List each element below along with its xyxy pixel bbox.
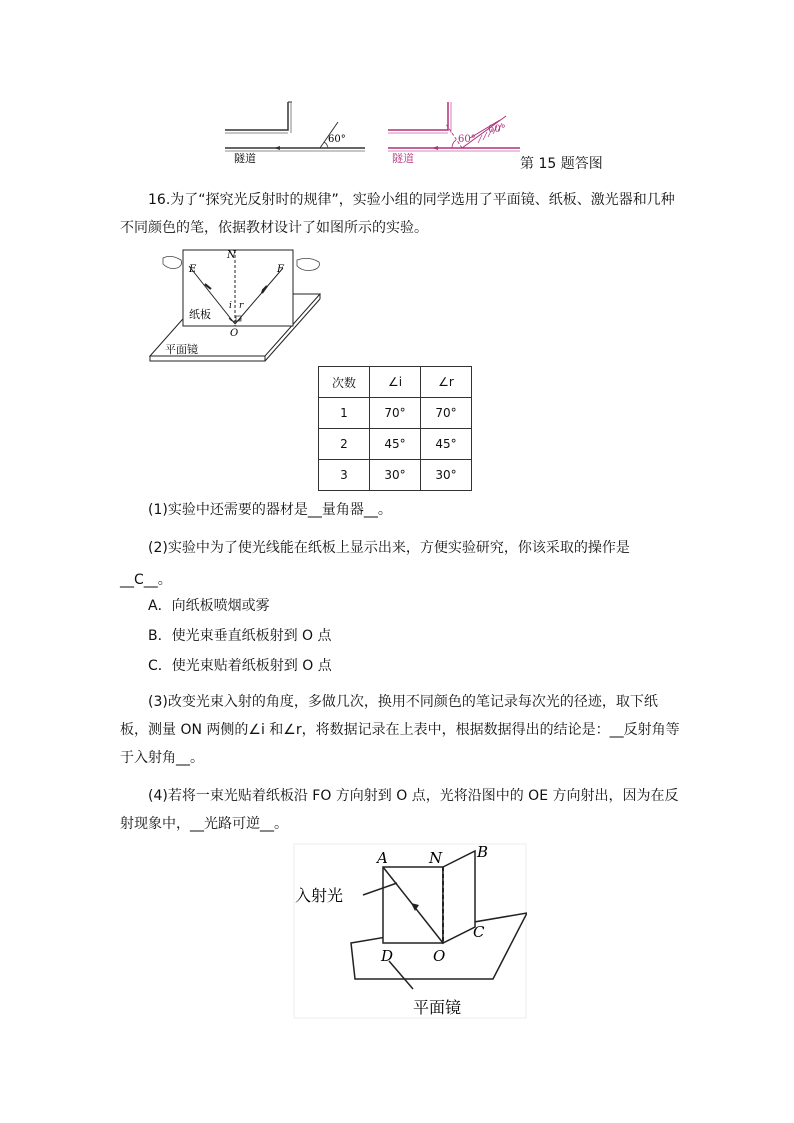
q16-option-b: B．使光束垂直纸板射到 O 点 (148, 628, 332, 644)
fig2-label-mirror: 平面镜 (413, 998, 462, 1017)
fig-label-board: 纸板 (189, 308, 211, 321)
fig2-label-O: O (433, 947, 446, 965)
fig-label-F: F (277, 264, 284, 275)
fig-label-i: i (229, 301, 232, 311)
q16-intro: 16.为了“探究光反射时的规律”，实验小组的同学选用了平面镜、纸板、激光器和几种不同颜色的笔，依据教材设计了如图所示的实验。 (120, 192, 675, 236)
table-header-cell: 次数 (319, 367, 370, 398)
fig15-left-angle: 60° (328, 134, 346, 145)
q16-option-c: C．使光束贴着纸板射到 O 点 (148, 658, 332, 674)
table-cell: 1 (319, 398, 370, 429)
fig2-label-A: A (377, 849, 388, 867)
table-cell: 70° (421, 398, 472, 429)
fig15-caption: 第 15 题答图 (520, 156, 603, 172)
table-cell: 70° (370, 398, 421, 429)
table-header-cell: ∠i (370, 367, 421, 398)
table-header-cell: ∠r (421, 367, 472, 398)
fig-label-E: E (189, 264, 197, 275)
fig2-label-N: N (429, 849, 443, 867)
q16-part-1: (1)实验中还需要的器材是__量角器__。 (148, 502, 392, 518)
fig15-left-label: 隧道 (234, 152, 256, 165)
fig2-label-C: C (473, 923, 485, 941)
table-cell: 3 (319, 460, 370, 491)
figure-15-right (388, 102, 520, 165)
fig-label-r: r (239, 301, 244, 311)
fig-label-O: O (230, 328, 239, 339)
table-cell: 30° (421, 460, 472, 491)
table-row (319, 398, 472, 429)
fig-label-N: N (227, 250, 236, 261)
table-cell: 45° (370, 429, 421, 460)
reflection-experiment-figure (145, 244, 335, 370)
q16-option-a: A．向纸板喷烟或雾 (148, 598, 270, 614)
table-row (319, 429, 472, 460)
table-cell: 2 (319, 429, 370, 460)
fig2-label-D: D (381, 947, 394, 965)
fig-label-mirror: 平面镜 (165, 343, 198, 356)
table-row (319, 460, 472, 491)
q16-part-2: (2)实验中为了使光线能在纸板上显示出来，方便实验研究，你该采取的操作是__C__。 (120, 540, 630, 588)
fig15-right-angle-b: 60° (488, 124, 506, 135)
fig2-label-incident: 入射光 (295, 886, 344, 905)
q16-part-3: (3)改变光束入射的角度，多做几次，换用不同颜色的笔记录每次光的径迹，取下纸板，测量 ON 两侧的∠i 和∠r，将数据记录在上表中，根据数据得出的结论是：__反射角等于入射角__。 (120, 694, 680, 766)
reflection-board-figure (293, 843, 527, 1019)
figure-15-left (225, 102, 365, 165)
table-header-row (319, 367, 472, 398)
table-cell: 30° (370, 460, 421, 491)
angle-data-table (318, 366, 472, 491)
fig2-label-B: B (477, 843, 489, 861)
q16-part-4: (4)若将一束光贴着纸板沿 FO 方向射到 O 点，光将沿图中的 OE 方向射出，因为在反射现象中，__光路可逆__。 (120, 788, 679, 832)
table-cell: 45° (421, 429, 472, 460)
fig15-right-label: 隧道 (392, 152, 414, 165)
fig15-right-angle-a: 60° (458, 134, 476, 145)
